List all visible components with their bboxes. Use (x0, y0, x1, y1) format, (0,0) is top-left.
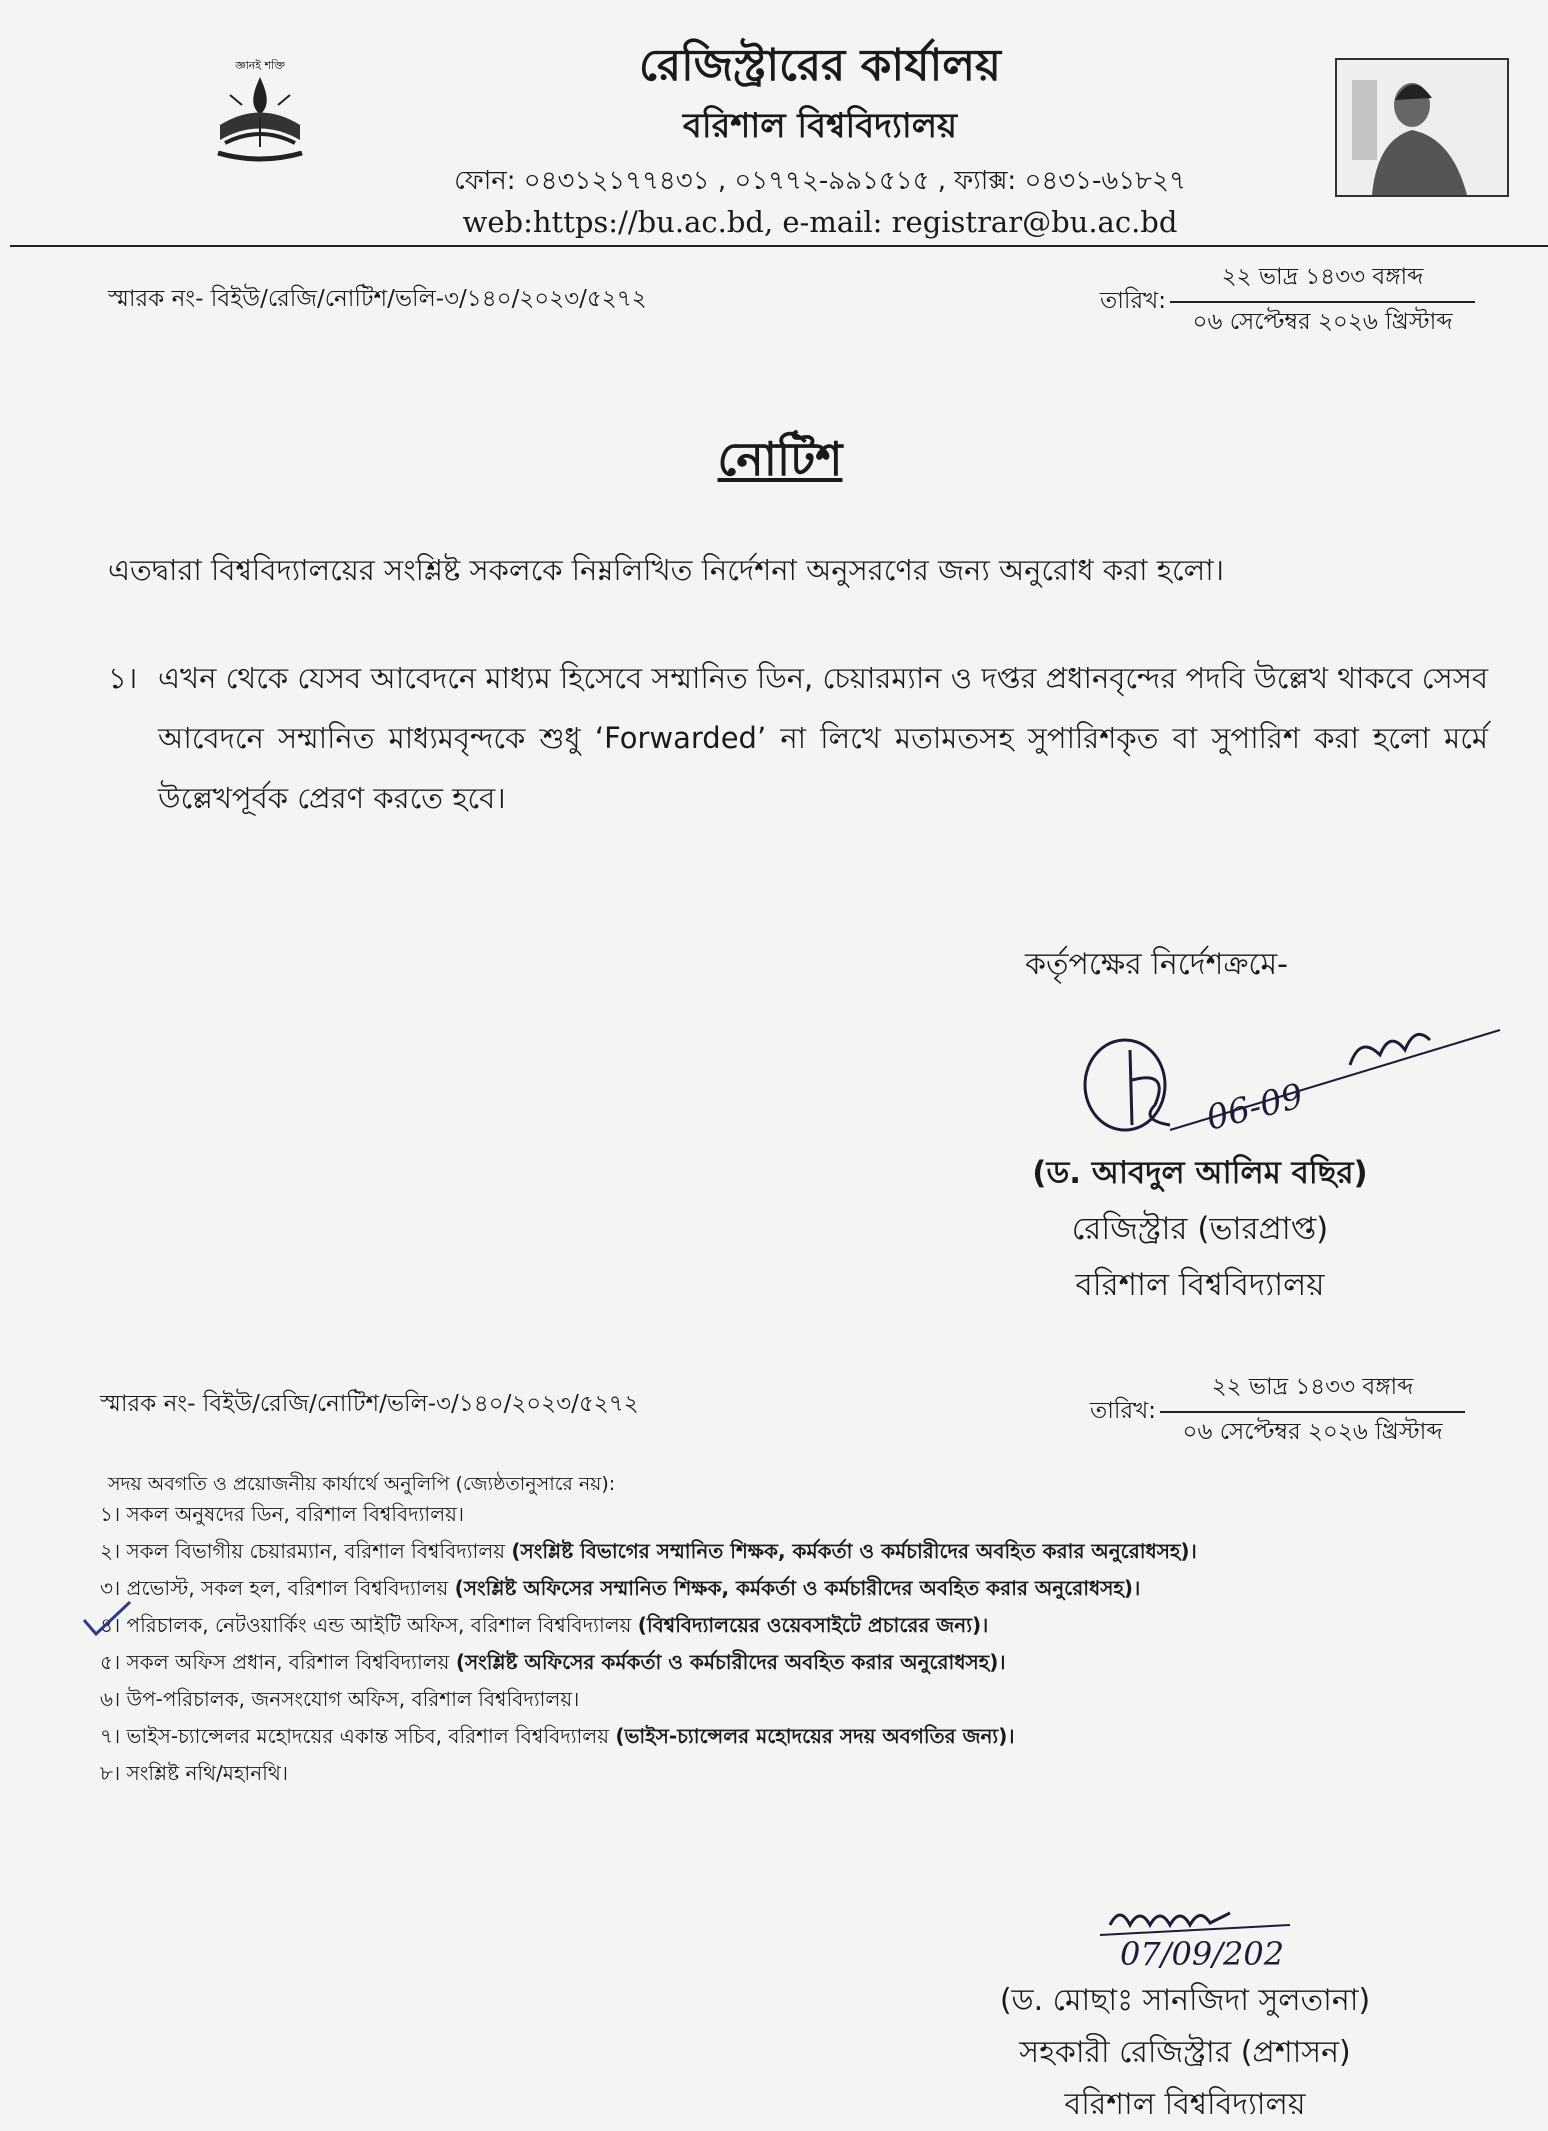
cc-item: ৫। সকল অফিস প্রধান, বরিশাল বিশ্ববিদ্যালয় (সংশ্লিষ্ট অফিসের কর্মকর্তা ও কর্মচারীদের অবহিত করার অনুরোধসহ)। (100, 1650, 1006, 1674)
university-logo (200, 55, 320, 175)
registrar-designation: রেজিস্ট্রার (ভারপ্রাপ্ত) (1071, 1211, 1329, 1247)
date-english-bottom: ০৬ সেপ্টেম্বর ২০২৬ খ্রিস্টাব্দ (1182, 1419, 1443, 1445)
notice-title: নোটিশ (717, 432, 843, 486)
date-bangla: ২২ ভাদ্র ১৪৩৩ বঙ্গাব্দ (1170, 258, 1475, 303)
date-block-bottom (1160, 1368, 1465, 1452)
assistant-registrar-designation: সহকারী রেজিস্ট্রার (প্রশাসন) (1019, 2035, 1351, 2070)
signature-assistant-registrar (1090, 1895, 1450, 1975)
authority-line: কর্তৃপক্ষের নির্দেশক্রমে- (1025, 947, 1288, 982)
header-divider (10, 245, 1548, 247)
signature2-date: 07/09/202 (1120, 1935, 1285, 1973)
assistant-registrar-organization: বরিশাল বিশ্ববিদ্যালয় (1064, 2087, 1306, 2122)
cc-item: ২। সকল বিভাগীয় চেয়ারম্যান, বরিশাল বিশ্ববিদ্যালয় (সংশ্লিষ্ট বিভাগের সম্মানিত শিক্ষক, কর্মকর্তা ও কর্মচারীদের অবহিত করার অনুরোধসহ)। (100, 1539, 1197, 1563)
assistant-registrar-block (950, 1975, 1420, 2131)
notice-intro: এতদ্বারা বিশ্ববিদ্যালয়ের সংশ্লিষ্ট সকলকে নিম্নলিখিত নির্দেশনা অনুসরণের জন্য অনুরোধ করা হলো। (108, 553, 1225, 587)
cc-item: ১। সকল অনুষদের ডিন, বরিশাল বিশ্ববিদ্যালয়। (100, 1502, 465, 1526)
university-title: বরিশাল বিশ্ববিদ্যালয় (682, 106, 958, 146)
notice-item (108, 648, 1488, 815)
cc-item: ৬। উপ-পরিচালক, জনসংযোগ অফিস, বরিশাল বিশ্ববিদ্যালয়। (100, 1687, 580, 1711)
cc-item: ৮। সংশ্লিষ্ট নথি/মহানথি। (100, 1761, 288, 1785)
signature-date: 06-09 (1202, 1076, 1308, 1139)
date-label-bottom: তারিখ: (1090, 1398, 1157, 1424)
assistant-registrar-name: (ড. মোছাঃ সানজিদা সুলতানা) (999, 1983, 1371, 2018)
date-block (1170, 258, 1475, 342)
memo-reference: স্মারক নং- বিইউ/রেজি/নোটিশ/ভলি-৩/১৪০/২০২৩/৫২৭২ (108, 286, 647, 312)
registrar-organization: বরিশাল বিশ্ববিদ্যালয় (1075, 1267, 1325, 1303)
memo-reference-bottom: স্মারক নং- বিইউ/রেজি/নোটিশ/ভলি-৩/১৪০/২০২৩/৫২৭২ (100, 1391, 639, 1417)
date-english: ০৬ সেপ্টেম্বর ২০২৬ খ্রিস্টাব্দ (1192, 309, 1453, 335)
date-bangla-bottom: ২২ ভাদ্র ১৪৩৩ বঙ্গাব্দ (1160, 1368, 1465, 1413)
registrar-block (960, 1145, 1440, 1313)
notice-item-text: এখন থেকে যেসব আবেদনে মাধ্যম হিসেবে সম্মানিত ডিন, চেয়ারম্যান ও দপ্তর প্রধানবৃন্দের পদবি উল্লেখ থাকবে সেসব আবেদনে সম্মানিত মাধ্যমবৃন্দকে শুধু ‘Forwarded’ না লিখে মতামতসহ সুপারিশকৃত বা সুপারিশ করা হলো মর্মে উল্লেখপূর্বক প্রেরণ করতে হবে। (158, 661, 1488, 815)
portrait-image (1335, 58, 1509, 197)
office-title: রেজিস্ট্রারের কার্যালয় (639, 40, 1001, 91)
web-email-info: web:https://bu.ac.bd, e-mail: registrar@bu.ac.bd (462, 205, 1178, 239)
signature-registrar (1060, 1010, 1520, 1160)
contact-info: ফোন: ০৪৩১২১৭৭৪৩১ , ০১৭৭২-৯৯১৫১৫ , ফ্যাক্স: ০৪৩১-৬১৮২৭ (454, 166, 1186, 196)
logo-motto: জ্ঞানই শক্তি (235, 59, 285, 72)
notice-item-number: ১। (108, 661, 138, 695)
cc-item: ৭। ভাইস-চ্যান্সেলর মহোদয়ের একান্ত সচিব, বরিশাল বিশ্ববিদ্যালয় (ভাইস-চ্যান্সেলর মহোদয়ের সদয় অবগতির জন্য)। (100, 1724, 1015, 1748)
checkmark-icon (80, 1598, 140, 1638)
cc-intro: সদয় অবগতি ও প্রয়োজনীয় কার্যার্থে অনুলিপি (জ্যেষ্ঠতানুসারে নয়): (108, 1473, 616, 1495)
date-label: তারিখ: (1100, 288, 1167, 314)
registrar-name: (ড. আবদুল আলিম বছির) (1032, 1155, 1368, 1191)
cc-item: ৩। প্রভোস্ট, সকল হল, বরিশাল বিশ্ববিদ্যালয় (সংশ্লিষ্ট অফিসের সম্মানিত শিক্ষক, কর্মকর্তা ও কর্মচারীদের অবহিত করার অনুরোধসহ)। (100, 1576, 1141, 1600)
cc-item: ৪। পরিচালক, নেটওয়ার্কিং এন্ড আইটি অফিস, বরিশাল বিশ্ববিদ্যালয় (বিশ্ববিদ্যালয়ের ওয়েবসাইটে প্রচারের জন্য)। (100, 1613, 989, 1637)
